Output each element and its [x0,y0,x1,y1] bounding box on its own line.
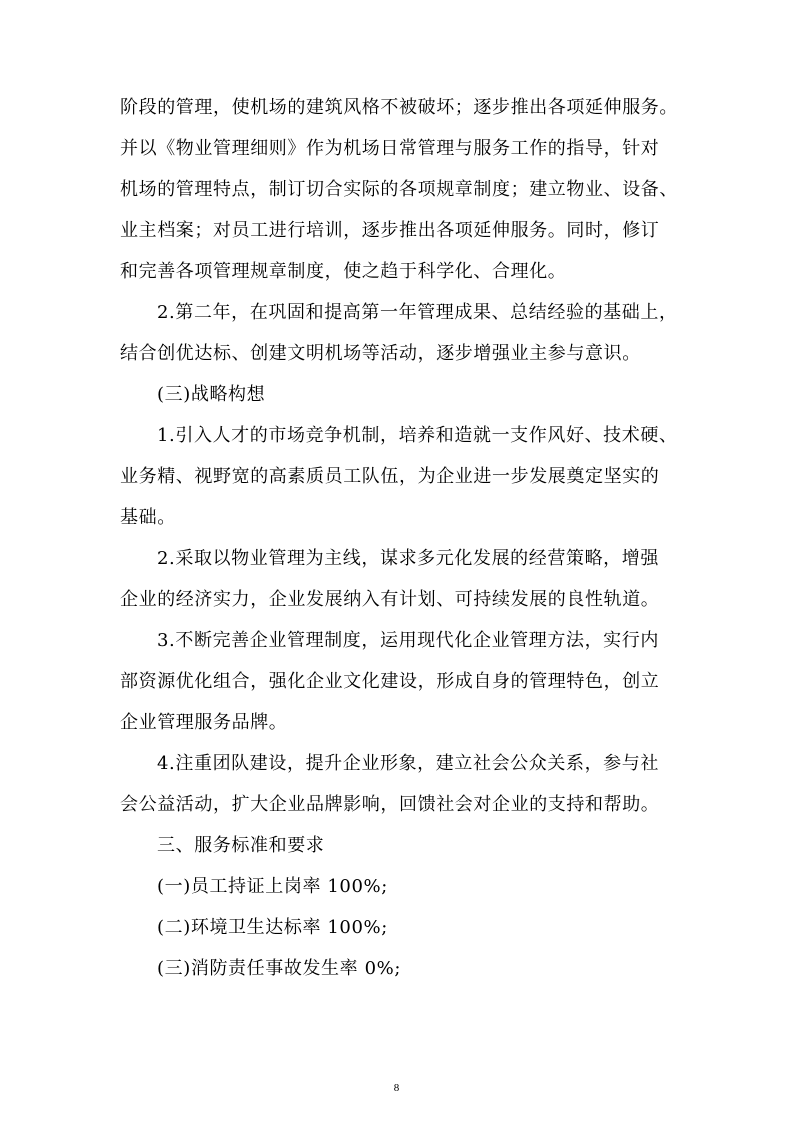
text-line: 基础。 [120,507,176,528]
text-line: 结合创优达标、创建文明机场等活动，逐步增强业主参与意识。 [120,343,641,364]
text-line: 1.引入人才的市场竞争机制，培养和造就一支作风好、技术硬、 [157,425,678,446]
page-number: 8 [393,1082,400,1094]
text-line: 业务精、视野宽的高素质员工队伍，为企业进一步发展奠定坚实的 [120,466,660,487]
list-item: (一)员工持证上岗率 100%; [157,876,388,897]
text-line: 3.不断完善企业管理制度，运用现代化企业管理方法，实行内 [157,630,659,651]
text-line: 企业的经济实力，企业发展纳入有计划、可持续发展的良性轨道。 [120,589,660,610]
section-heading: (三)战略构想 [157,384,266,405]
text-line: 和完善各项管理规章制度，使之趋于科学化、合理化。 [120,261,567,282]
text-line: 4.注重团队建设，提升企业形象，建立社会公众关系，参与社 [157,753,659,774]
section-heading: 三、服务标准和要求 [157,835,325,856]
text-line: 业主档案；对员工进行培训，逐步推出各项延伸服务。同时，修订 [120,220,660,241]
text-line: 2.第二年，在巩固和提高第一年管理成果、总结经验的基础上， [157,302,678,323]
list-item: (二)环境卫生达标率 100%; [157,917,388,938]
text-line: 企业管理服务品牌。 [120,712,288,733]
text-line: 部资源优化组合，强化企业文化建设，形成自身的管理特色，创立 [120,671,660,692]
text-line: 会公益活动，扩大企业品牌影响，回馈社会对企业的支持和帮助。 [120,794,660,815]
text-line: 并以《物业管理细则》作为机场日常管理与服务工作的指导，针对 [120,138,660,159]
text-line: 阶段的管理，使机场的建筑风格不被破坏；逐步推出各项延伸服务。 [120,97,678,118]
text-line: 2.采取以物业管理为主线，谋求多元化发展的经营策略，增强 [157,548,659,569]
list-item: (三)消防责任事故发生率 0%; [157,958,401,979]
document-body [120,87,678,989]
text-line: 机场的管理特点，制订切合实际的各项规章制度；建立物业、设备、 [120,179,678,200]
